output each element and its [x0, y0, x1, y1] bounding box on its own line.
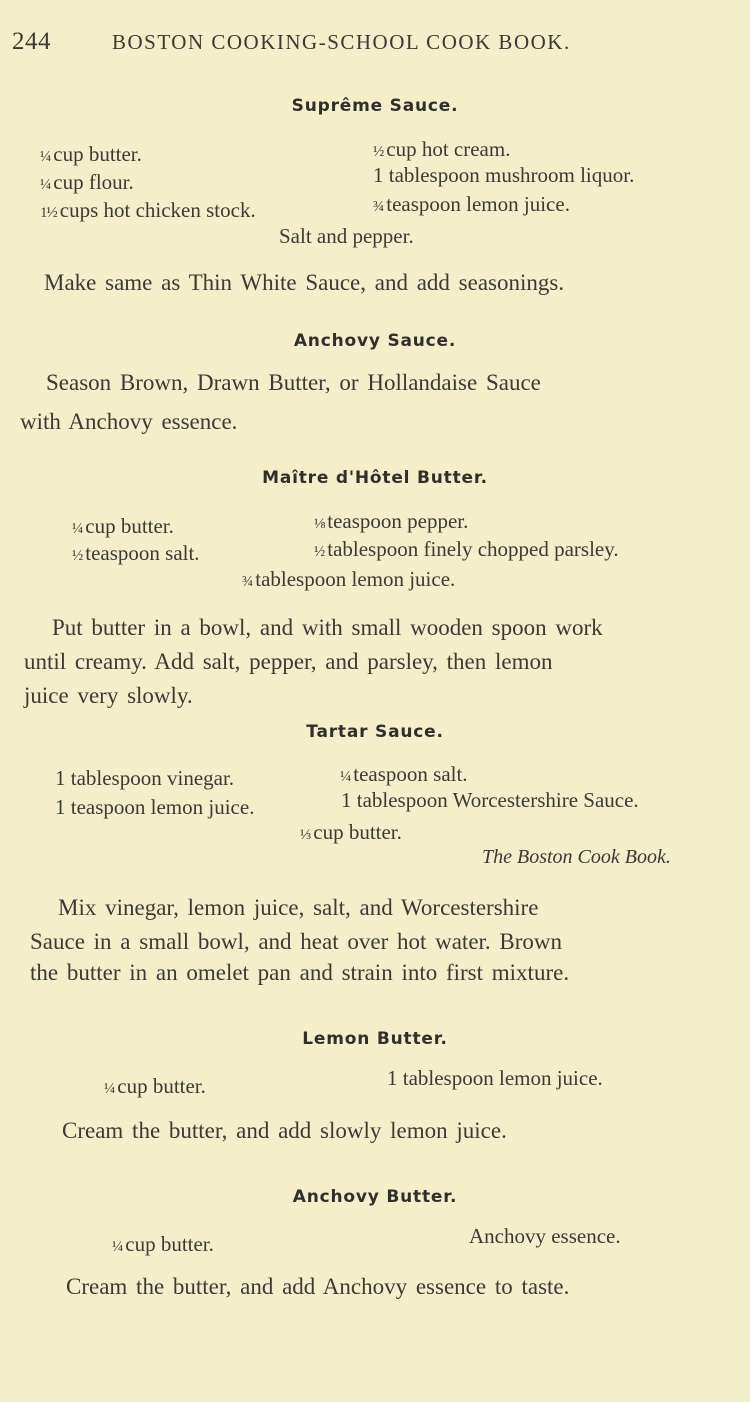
- ingredient: ¾ teaspoon lemon juice.: [373, 192, 570, 216]
- ingredient: Salt and pepper.: [279, 224, 414, 248]
- ingredient: ¼ cup butter.: [104, 1074, 206, 1098]
- recipe-instructions: Cream the butter, and add slowly lemon juice.: [62, 1118, 507, 1143]
- ingredient: ½ teaspoon salt.: [72, 541, 200, 565]
- ingredient: ⅛ teaspoon pepper.: [314, 509, 469, 533]
- ingredient: 1 tablespoon vinegar.: [55, 766, 235, 790]
- recipe-attribution: The Boston Cook Book.: [482, 846, 671, 868]
- recipe-instructions: with Anchovy essence.: [20, 409, 238, 434]
- recipe-instructions: Sauce in a small bowl, and heat over hot water. Brown: [30, 929, 563, 954]
- recipe-title: Maître d'Hôtel Butter.: [262, 468, 488, 488]
- recipe-instructions: Mix vinegar, lemon juice, salt, and Worcestershire: [58, 895, 539, 920]
- recipe-instructions: Cream the butter, and add Anchovy essence to taste.: [66, 1274, 570, 1299]
- ingredient: ⅓ cup butter.: [300, 820, 402, 844]
- recipe-instructions: Put butter in a bowl, and with small wooden spoon work: [52, 615, 603, 640]
- page-header: [12, 22, 730, 62]
- ingredient: ½ cup hot cream.: [373, 137, 511, 161]
- recipe-instructions: the butter in an omelet pan and strain into first mixture.: [30, 960, 570, 985]
- ingredient: ¾ tablespoon lemon juice.: [242, 567, 456, 591]
- ingredient: ½ tablespoon finely chopped parsley.: [314, 537, 619, 561]
- recipe-lemon-butter: [0, 1029, 750, 1049]
- recipe-instructions: Make same as Thin White Sauce, and add seasonings.: [44, 270, 565, 295]
- ingredient: 1½ cups hot chicken stock.: [40, 198, 256, 222]
- recipe-maitre-dhotel-butter: [0, 468, 750, 488]
- ingredient: 1 tablespoon mushroom liquor.: [373, 163, 635, 187]
- recipe-title: Tartar Sauce.: [306, 722, 444, 742]
- ingredient: 1 tablespoon Worcestershire Sauce.: [341, 788, 639, 812]
- recipe-title: Suprême Sauce.: [291, 96, 459, 116]
- page-number: 244: [12, 28, 51, 55]
- ingredient: ¼ cup butter.: [72, 514, 174, 538]
- ingredient: ¼ cup flour.: [40, 170, 134, 194]
- recipe-title: Lemon Butter.: [302, 1029, 448, 1049]
- recipe-tartar-sauce: [0, 722, 750, 742]
- ingredient: ¼ cup butter.: [40, 142, 142, 166]
- recipe-instructions: Season Brown, Drawn Butter, or Hollandaise Sauce: [46, 370, 541, 395]
- recipe-instructions: juice very slowly.: [24, 683, 193, 708]
- ingredient: ¼ teaspoon salt.: [340, 762, 468, 786]
- ingredient: Anchovy essence.: [469, 1224, 621, 1248]
- running-title: BOSTON COOKING-SCHOOL COOK BOOK.: [112, 30, 571, 54]
- recipe-anchovy-sauce: [0, 331, 750, 351]
- recipe-instructions: until creamy. Add salt, pepper, and parsley, then lemon: [24, 649, 553, 674]
- recipe-supreme-sauce: [0, 96, 750, 116]
- ingredient: ¼ cup butter.: [112, 1232, 214, 1256]
- ingredient: 1 teaspoon lemon juice.: [55, 795, 255, 819]
- recipe-title: Anchovy Sauce.: [293, 331, 457, 351]
- recipe-title: Anchovy Butter.: [292, 1187, 458, 1207]
- recipe-anchovy-butter: [0, 1187, 750, 1207]
- ingredient: 1 tablespoon lemon juice.: [387, 1066, 603, 1090]
